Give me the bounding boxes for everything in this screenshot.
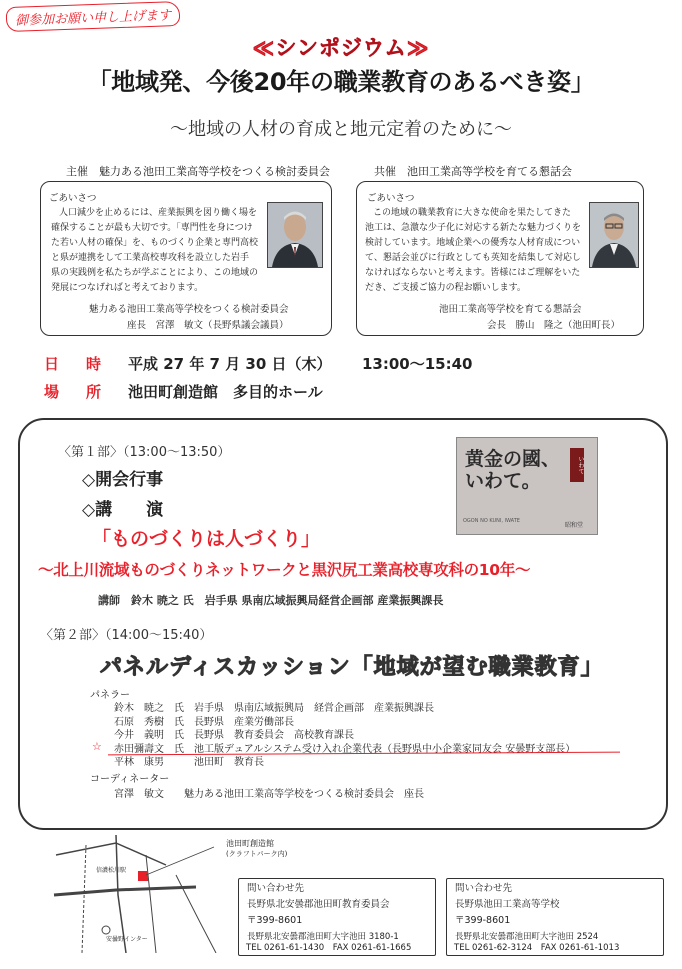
contact-address: 長野県北安曇郡池田町大字池田 3180-1 (247, 932, 399, 942)
greeting-line: なければならないと考えます。皆様にはご理解をいた (365, 268, 581, 278)
contact-heading: 問い合わせ先 (247, 883, 305, 894)
contact-zip: 〒399-8601 (455, 915, 511, 926)
greeting-line: この地域の職業教育に大きな使命を果たしてきた (373, 208, 572, 218)
book-cover-image (456, 437, 598, 535)
panelist-list (114, 702, 575, 770)
panelist: 今井 義明 氏 長野県 教育委員会 高校教育課長 (114, 730, 354, 741)
panel-title: パネルディスカッション「地域が望む職業教育」 (100, 655, 604, 680)
greeting-line: 検討しています。地域企業への優秀な人材育成につい (365, 238, 581, 248)
map-station: 信濃松川駅 (96, 867, 127, 874)
contact-zip: 〒399-8601 (247, 915, 303, 926)
greeting-line: て、懇話会並びに行政としても英知を結集して対応し (365, 253, 581, 263)
panelists-label: パネラー (90, 690, 130, 701)
lecturer: 講師 鈴木 暁之 氏 岩手県 県南広域振興局経営企画部 産業振興課長 (98, 594, 444, 607)
panelist: 平林 康男 池田町 教育長 (114, 757, 264, 768)
greeting-signature-org: 池田工業高等学校を育てる懇話会 (439, 304, 582, 315)
book-side-label: いわて (570, 448, 584, 482)
coordinator: 宮澤 敏文 魅力ある池田工業高等学校をつくる検討委員会 座長 (114, 789, 424, 800)
main-title: 「地域発、今後20年の職業教育のあるべき姿」 (87, 68, 595, 96)
greeting-box-host (40, 181, 332, 336)
greeting-line: 人口減少を止めるには、産業振興を図り働く場を (59, 208, 258, 218)
portrait-photo-chair (267, 202, 323, 268)
greeting-text (51, 206, 258, 296)
lecture-subtitle: ～北上川流域ものづくりネットワークと黒沢尻工業高校専攻科の10年～ (38, 561, 531, 579)
contact-org: 長野県北安曇郡池田町教育委員会 (247, 899, 390, 910)
handwritten-note: 御参加お願い申し上げます (6, 1, 181, 32)
greeting-signature-name: 会長 勝山 隆之（池田町長） (487, 320, 621, 331)
greeting-heading: ごあいさつ (49, 193, 97, 204)
contact-address: 長野県北安曇郡池田町大字池田 2524 (455, 932, 599, 942)
contact-tel: TEL 0261-61-1430 FAX 0261-61-1665 (246, 943, 412, 953)
star-icon: ☆ (92, 740, 102, 753)
cohost-organizer: 共催 池田工業高等学校を育てる懇話会 (374, 165, 572, 178)
greeting-line: と県が連携をして工業高校専攻科を設立した岩手 (51, 253, 250, 263)
greeting-signature-name: 座長 宮澤 敏文（長野県議会議員） (127, 320, 289, 331)
map-interchange: 安曇野インター (106, 936, 148, 943)
book-small-text: OGON NO KUNI, IWATE (463, 518, 520, 524)
place-label: 場 所 (44, 383, 108, 401)
greeting-line: だき、ご支援ご協力の程お願いします。 (365, 283, 526, 293)
book-title: 黄金の國、いわて。 (465, 448, 561, 492)
subtitle: ～地域の人材の育成と地元定着のために～ (170, 119, 512, 140)
greeting-line: た若い人材の確保」を、ものづくり企業と専門高校 (51, 238, 259, 248)
greeting-signature-org: 魅力ある池田工業高等学校をつくる検討委員会 (89, 304, 289, 315)
greeting-text (365, 206, 581, 296)
greeting-line: 県の実践例を私たちが学ぶことにより、この地域の (51, 268, 259, 278)
opening-item: ◇開会行事 (82, 470, 164, 490)
place-value: 池田町創造館 多目的ホール (128, 383, 323, 401)
symposium-label: ≪シンポジウム≫ (252, 36, 430, 60)
contact-org: 長野県池田工業高等学校 (455, 899, 560, 910)
book-publisher: 昭和堂 (565, 522, 584, 529)
panelist-highlighted: 赤田彌壽文 氏 池工版デュアルシステム受け入れ企業代表（長野県中小企業家同友会 安曇野支部長） (114, 743, 576, 755)
contact-tel: TEL 0261-62-3124 FAX 0261-61-1013 (454, 943, 620, 953)
coordinator-label: コーディネーター (90, 774, 170, 785)
date-label: 日 時 (44, 355, 108, 373)
panelist: 石原 秀樹 氏 長野県 産業労働部長 (114, 716, 294, 728)
contact-heading: 問い合わせ先 (455, 883, 513, 894)
greeting-line: 確保することが最も大切です。「専門性を身につけ (51, 223, 253, 233)
time-value: 13:00〜15:40 (362, 355, 473, 373)
lecture-item: ◇講 演 (82, 500, 164, 520)
date-value: 平成 27 年 7 月 30 日（木） (128, 355, 332, 373)
greeting-line: 発展につなげればと考えております。 (51, 283, 204, 293)
portrait-photo-president (589, 202, 639, 268)
map-label-sub: (クラフトパーク内) (226, 850, 288, 858)
greeting-box-cohost (356, 181, 644, 336)
greeting-heading: ごあいさつ (367, 193, 415, 204)
lecture-title: 「ものづくりは人づくり」 (92, 528, 321, 550)
part1-header: 〈第１部〉（13:00〜13:50） (58, 445, 231, 460)
greeting-line: 池工は、急激な少子化に対応する新たな魅力づくりを (365, 223, 582, 233)
map-label: 池田町創造館 (226, 839, 274, 848)
host-organizer: 主催 魅力ある池田工業高等学校をつくる検討委員会 (66, 165, 330, 178)
part2-header: 〈第２部〉（14:00〜15:40） (40, 628, 213, 643)
panelist: 鈴木 暁之 氏 岩手県 県南広域振興局 経営企画部 産業振興課長 (114, 703, 434, 714)
